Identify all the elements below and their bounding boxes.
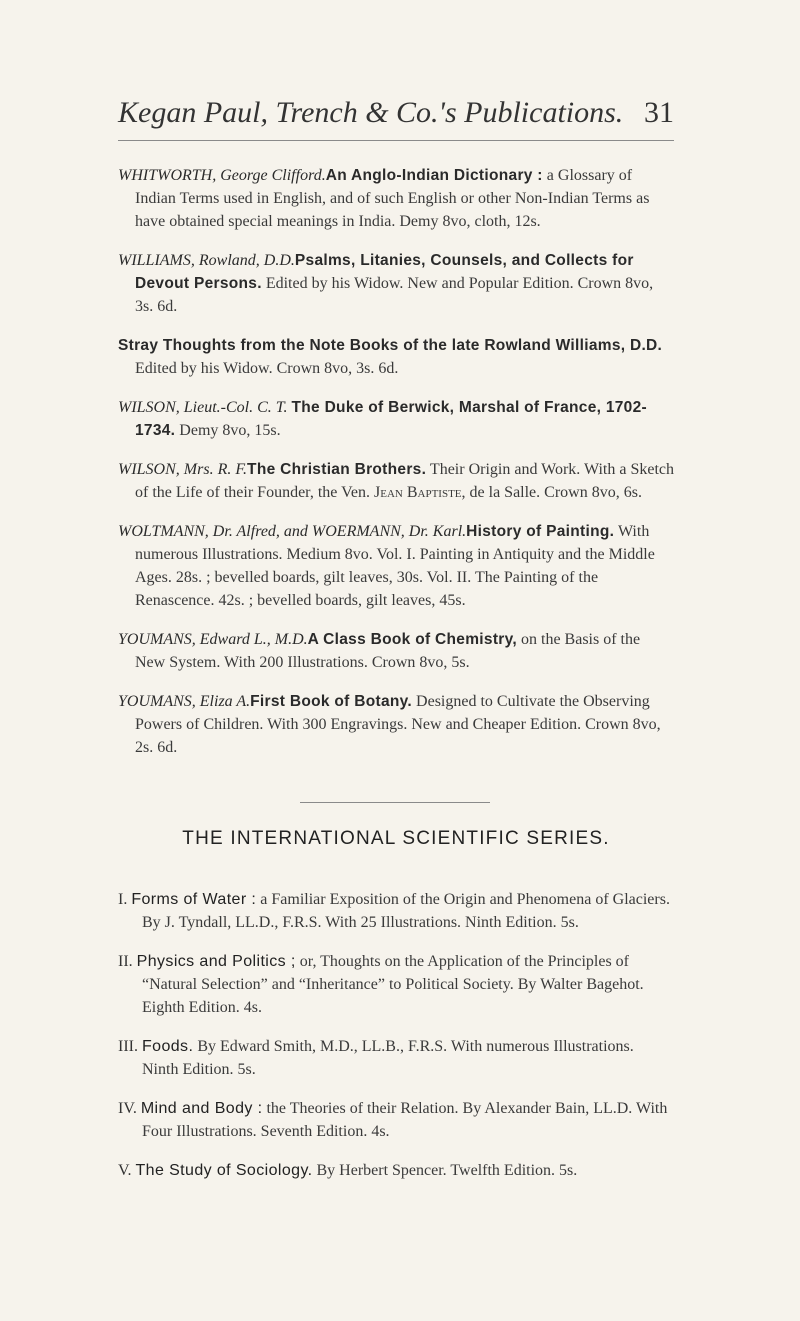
entry-author: WOLTMANN, Dr. Alfred, and WOERMANN, Dr. Karl. [118, 523, 467, 540]
series-list [118, 872, 674, 1191]
series-item [118, 888, 674, 934]
entry-author: WILLIAMS, Rowland, D.D. [118, 252, 295, 269]
entry-description-small-caps: Jean Baptiste, [374, 484, 466, 501]
series-number: II. [118, 953, 133, 970]
entry-title: The Christian Brothers. [247, 461, 427, 478]
entry-description: With numerous Illustrations. Medium 8vo. Vol. I. Painting in Antiquity and the Middle Ages. 28s. ; bevelled boards, gilt leaves, 30s. Vol. II. The Painting of the Renascence. 42s. ; bevelled boards, gilt leaves, 45s. [135, 523, 655, 609]
series-item [118, 950, 674, 1019]
series-description: By Herbert Spencer. Twelfth Edition. 5s. [316, 1162, 578, 1179]
running-header [118, 96, 674, 130]
entry-description: Their Origin and Work. With a Sketch of the Life of their Founder, the Ven. [135, 461, 675, 501]
header-rule [118, 140, 674, 141]
entry-title: A Class Book of Chemistry, [307, 631, 517, 648]
entry-description: Edited by his Widow. New and Popular Edition. Crown 8vo, 3s. 6d. [135, 275, 654, 315]
catalogue-entries [118, 148, 674, 768]
entry-title: The Duke of Berwick, Marshal of France, 1702-1734. [135, 399, 647, 439]
entry-description: on the Basis of the New System. With 200 Illustrations. Crown 8vo, 5s. [135, 631, 641, 671]
entry-description: a Glossary of Indian Terms used in English, and of such English or other Non-Indian Terms as have obtained special meanings in India. Demy 8vo, cloth, 12s. [135, 167, 650, 230]
series-description: or, Thoughts on the Application of the Principles of “Natural Selection” and “Inheritance” to Political Society. By Walter Bagehot. Eighth Edition. 4s. [142, 953, 644, 1016]
entry-title: First Book of Botany. [250, 693, 413, 710]
entry-author: WILSON, Lieut.-Col. C. T. [118, 399, 288, 416]
entry-author: YOUMANS, Eliza A. [118, 693, 251, 710]
catalogue-entry [118, 396, 674, 442]
series-title: Foods. [141, 1038, 194, 1055]
entry-description: Edited by his Widow. Crown 8vo, 3s. 6d. [135, 360, 399, 377]
series-title: Mind and Body : [140, 1100, 263, 1117]
series-description: By Edward Smith, M.D., LL.B., F.R.S. With numerous Illustrations. Ninth Edition. 5s. [142, 1038, 634, 1078]
series-number: III. [118, 1038, 138, 1055]
entry-description: Demy 8vo, 15s. [179, 422, 281, 439]
catalogue-entry [118, 458, 674, 504]
catalogue-entry [118, 520, 674, 612]
series-title: The Study of Sociology. [135, 1162, 313, 1179]
series-number: V. [118, 1162, 132, 1179]
entry-title: Psalms, Litanies, Counsels, and Collects for Devout Persons. [135, 252, 634, 292]
catalogue-entry [118, 249, 674, 318]
catalogue-entry [118, 164, 674, 233]
series-description: the Theories of their Relation. By Alexander Bain, LL.D. With Four Illustrations. Seventh Edition. 4s. [142, 1100, 668, 1140]
series-number: I. [118, 891, 128, 908]
running-title: Kegan Paul, Trench & Co.'s Publications. [118, 96, 624, 129]
series-number: IV. [118, 1100, 137, 1117]
entry-title: An Anglo-Indian Dictionary : [325, 167, 543, 184]
entry-description-tail: de la Salle. Crown 8vo, 6s. [469, 484, 642, 501]
section-divider [300, 802, 490, 803]
series-title: Forms of Water : [131, 891, 257, 908]
entry-title: History of Painting. [466, 523, 615, 540]
entry-title: Stray Thoughts from the Note Books of the late Rowland Williams, D.D. [118, 337, 663, 354]
series-title: Physics and Politics ; [136, 953, 296, 970]
entry-author: YOUMANS, Edward L., M.D. [118, 631, 308, 648]
section-heading: THE INTERNATIONAL SCIENTIFIC SERIES. [182, 828, 610, 849]
entry-author: WHITWORTH, George Clifford. [118, 167, 326, 184]
series-item [118, 1097, 674, 1143]
entry-author: WILSON, Mrs. R. F. [118, 461, 248, 478]
catalogue-entry [118, 628, 674, 674]
series-item [118, 1035, 674, 1081]
catalogue-entry [118, 334, 674, 380]
page-number: 31 [644, 96, 674, 129]
series-description: a Familiar Exposition of the Origin and Phenomena of Glaciers. By J. Tyndall, LL.D., F.R.S. With 25 Illustrations. Ninth Edition. 5s. [142, 891, 670, 931]
entry-description: Designed to Cultivate the Observing Powers of Children. With 300 Engravings. New and Cheaper Edition. Crown 8vo, 2s. 6d. [135, 693, 661, 756]
series-item [118, 1159, 674, 1182]
catalogue-entry [118, 690, 674, 759]
